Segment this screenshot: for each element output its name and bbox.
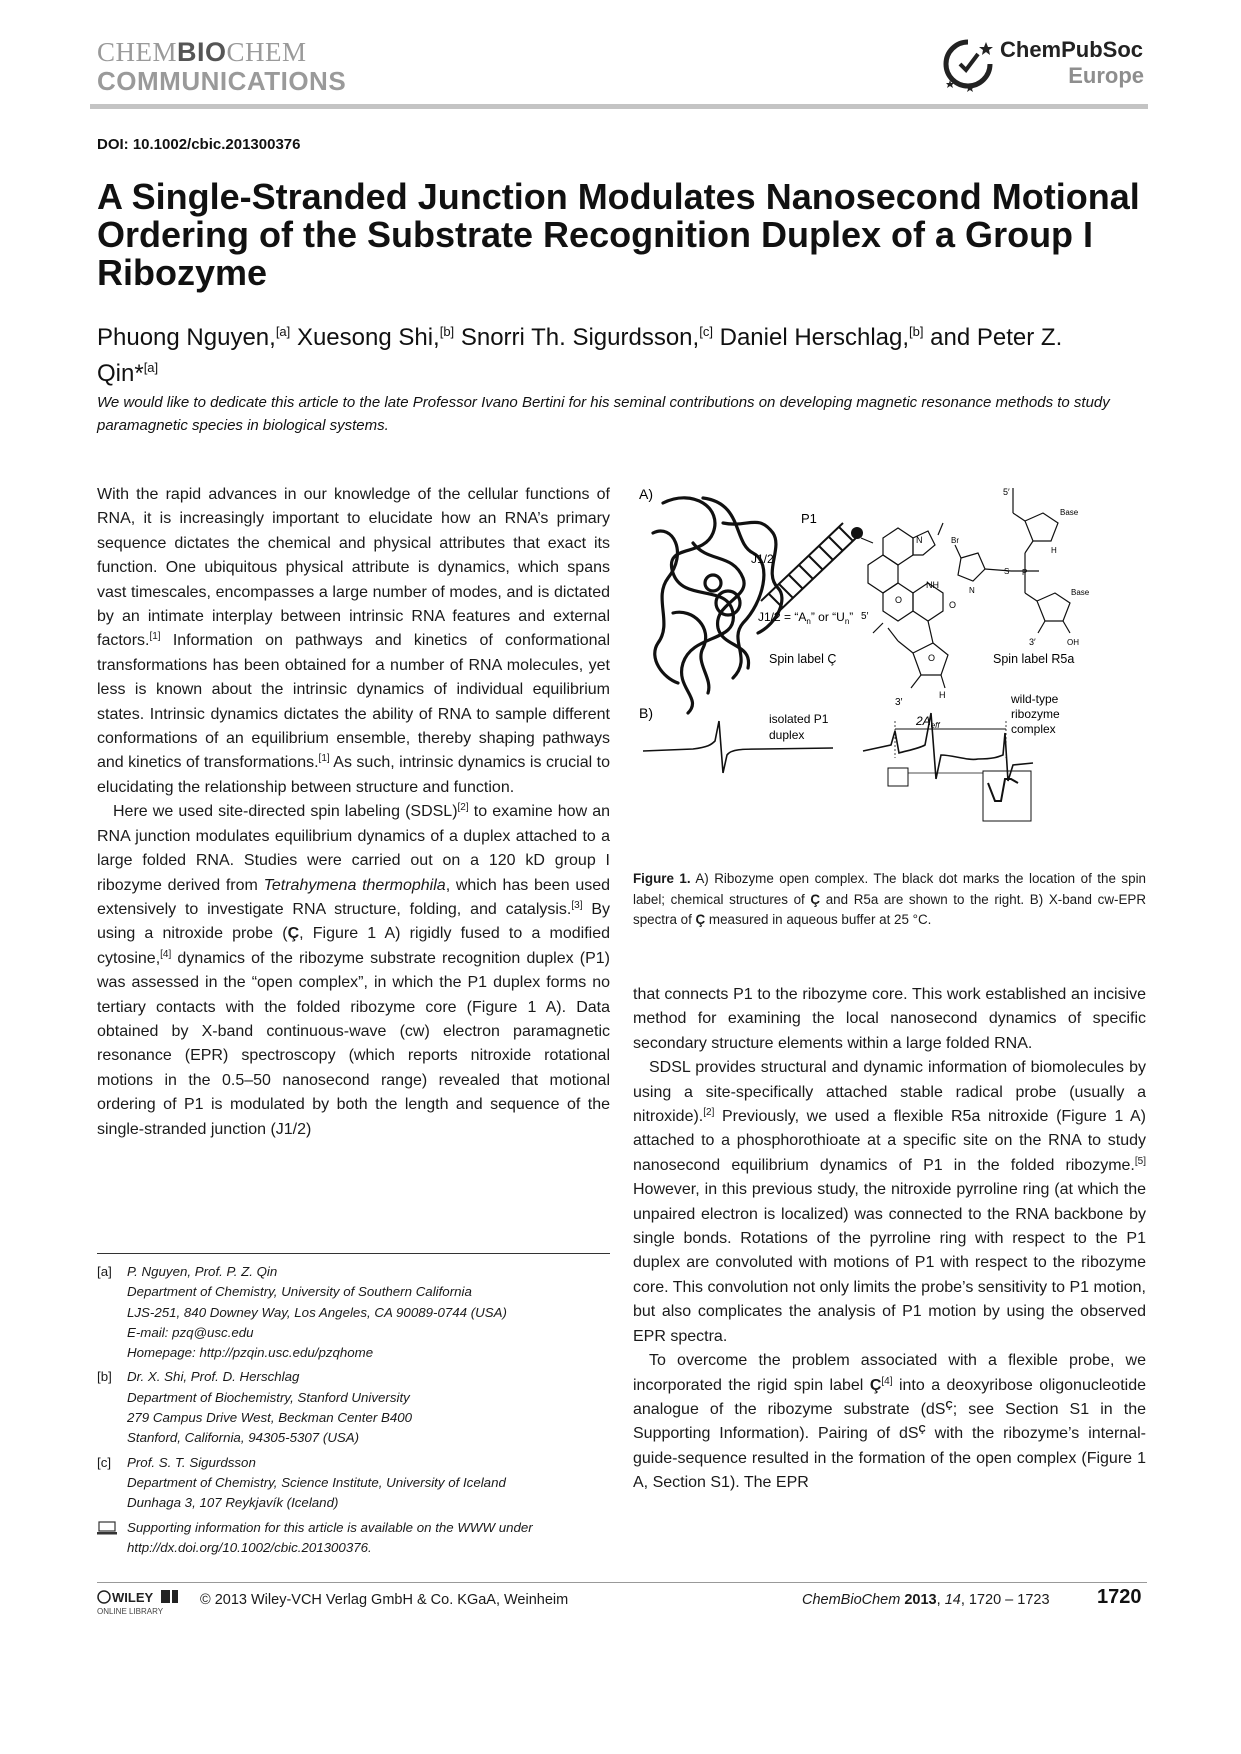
affiliation-a <box>97 1262 610 1363</box>
homepage-link[interactable]: Homepage: http://pzqin.usc.edu/pzqhome <box>127 1345 374 1361</box>
body-paragraph <box>633 1349 1146 1495</box>
doi: DOI: 10.1002/cbic.201300376 <box>97 136 301 153</box>
label-wildtype: wild-type <box>1011 692 1059 706</box>
author-list <box>97 317 1097 389</box>
journal-citation: ChemBioChem 2013, 14, 1720 – 1723 <box>802 1592 1050 1608</box>
atom-n: N <box>969 586 975 595</box>
atom-h: H <box>1051 546 1057 555</box>
journal-abbrev: ChemBioChem <box>802 1592 901 1608</box>
journal-bold: BIO <box>177 37 227 67</box>
body-paragraph: that connects P1 to the ribozyme core. This work established an incisive method for examining the local nanosecond dynamics of specific secondary structure elements within a large folded RNA. <box>633 986 1146 1052</box>
label-spin-r5a: Spin label R5a <box>993 652 1075 666</box>
body-text: , which has been used extensively to investigate RNA structure, folding, and catalysis. <box>97 876 611 918</box>
author-affiliation: [a] <box>275 324 291 339</box>
ribozyme-structure <box>653 498 782 713</box>
panel-a-label: A) <box>639 486 653 502</box>
footnote-line: 279 Campus Drive West, Beckman Center B400 <box>127 1410 413 1426</box>
footnote-line: Dunhaga 3, 107 Reykjavík (Iceland) <box>127 1495 339 1511</box>
label-p1: P1 <box>801 511 817 526</box>
organism-name: Tetrahymena thermophila <box>263 876 446 894</box>
label-j12: J1/2 <box>751 552 774 566</box>
label-3prime: 3′ <box>895 697 903 708</box>
caption-text: and R5a are shown to the right. B) X-band cw-EPR spectra of <box>633 891 1147 927</box>
spin-label-dot <box>851 527 863 539</box>
citation-ref[interactable]: [1] <box>149 631 161 643</box>
body-text: into a deoxyribose oligonucleotide analogue of the ribozyme substrate (dS <box>633 1376 1146 1418</box>
star-circle-icon <box>940 36 996 92</box>
wiley-sub-text: ONLINE LIBRARY <box>97 1607 164 1616</box>
label-spin-c: Spin label Ç <box>769 652 837 666</box>
dedication: We would like to dedicate this article to the late Professor Ivano Bertini for his seminal contributions on developing magnetic resonance methods to study paramagnetic species in biological systems. <box>97 394 1110 434</box>
wiley-emblem-icon <box>98 1591 110 1603</box>
footnote-line: Prof. S. T. Sigurdsson <box>127 1454 256 1470</box>
footnote-line: Stanford, California, 94305-5307 (USA) <box>127 1430 360 1446</box>
footnote-line: Department of Biochemistry, Stanford University <box>127 1389 410 1405</box>
affiliation-c <box>97 1453 610 1514</box>
panel-b-label: B) <box>639 705 653 721</box>
supporting-info-link[interactable]: http://dx.doi.org/10.1002/cbic.201300376. <box>127 1539 372 1555</box>
body-text: Previously, we used a flexible R5a nitroxide (Figure 1 A) attached to a phosphorothioate at a specific site on the RNA to study nanosecond equilibrium dynamics of P1 in the folded ribozyme. <box>633 1108 1146 1174</box>
body-text: With the rapid advances in our knowledge of the cellular functions of RNA, it is increasingly important to elucidate how an RNA’s primary sequence dictates the chemical and physical attributes that exact its function. One ubiquitous physical attribute is dynamics, which spans vast timescales, encompasses a large number of modes, and is dictated by an intimate interplay between intrinsic RNA features and external factors. <box>97 486 610 650</box>
citation-ref[interactable]: [4] <box>881 1375 893 1387</box>
spectrum-isolated-p1 <box>643 721 833 773</box>
copyright: © 2013 Wiley-VCH Verlag GmbH & Co. KGaA, Weinheim <box>200 1592 569 1608</box>
author-affiliation: [c] <box>699 324 713 339</box>
citation-volume: 14 <box>944 1592 961 1608</box>
atom-s: S <box>1004 567 1010 576</box>
spin-label-c-structure <box>861 523 948 688</box>
author-affiliation: [b] <box>909 324 924 339</box>
atom-o: O <box>949 600 957 610</box>
body-text: SDSL provides structural and dynamic information of biomolecules by using a site-specifically attached stable radical probe (usually a nitroxide). <box>633 1059 1146 1126</box>
body-text: To overcome the problem associated with a flexible probe, we incorporated the rigid spin label <box>633 1352 1146 1394</box>
footnote-line: Department of Chemistry, University of Southern California <box>127 1284 472 1300</box>
body-paragraph <box>633 1056 1146 1349</box>
superscript-label: Ç <box>945 1399 953 1411</box>
citation-ref[interactable]: [1] <box>318 753 330 765</box>
body-text: with the ribozyme’s internal-guide-sequence resulted in the formation of the open complex (Figure 1 A, Section S1). The EPR <box>633 1425 1147 1492</box>
citation-year: 2013 <box>904 1592 937 1608</box>
body-column-left <box>97 483 610 1142</box>
affiliation-footnotes <box>97 1262 610 1562</box>
citation-ref[interactable]: [2] <box>457 802 469 814</box>
atom-n: N <box>916 535 923 545</box>
email-link[interactable]: E-mail: pzq@usc.edu <box>127 1324 254 1340</box>
journal-prefix: CHEM <box>97 37 178 67</box>
author-name: Daniel Herschlag, <box>712 324 910 351</box>
affiliation-b <box>97 1367 610 1448</box>
chempubsoc-logo <box>940 36 1150 96</box>
atom-nh: NH <box>926 580 939 590</box>
citation-ref[interactable]: [2] <box>703 1107 715 1119</box>
header-rule <box>90 104 1148 109</box>
body-paragraph <box>97 800 610 1142</box>
superscript-label: Ç <box>918 1424 926 1436</box>
footnote-tag: [c] <box>97 1454 112 1470</box>
atom-o: O <box>928 653 936 663</box>
body-column-right <box>633 983 1146 1496</box>
spin-label-symbol: Ç <box>810 891 821 907</box>
footnote-line: LJS-251, 840 Downey Way, Los Angeles, CA 90089-0744 (USA) <box>127 1304 507 1320</box>
citation-ref[interactable]: [3] <box>571 899 583 911</box>
wiley-online-library-logo <box>97 1588 192 1618</box>
label-3prime: 3′ <box>1029 637 1036 647</box>
author-affiliation: [b] <box>439 324 455 339</box>
label-base: Base <box>1060 508 1079 517</box>
figure-caption <box>633 869 1146 931</box>
footnote-line: P. Nguyen, Prof. P. Z. Qin <box>127 1264 278 1279</box>
body-text: As such, intrinsic dynamics is crucial to elucidating the relationship between structure and function. <box>97 754 611 796</box>
label-duplex: duplex <box>769 728 805 742</box>
citation-ref[interactable]: [5] <box>1134 1155 1146 1167</box>
citation-pages: , 1720 – 1723 <box>960 1592 1050 1608</box>
spin-label-symbol: Ç <box>695 912 706 927</box>
footnote-rule <box>97 1253 610 1254</box>
footnote-line: Department of Chemistry, Science Institute, University of Iceland <box>127 1474 506 1490</box>
figure-1 <box>633 483 1148 858</box>
body-text: However, in this previous study, the nitroxide pyrroline ring (at which the unpaired electron is localized) was connected to the RNA backbone by single bonds. Rotations of the pyrroline ring with respect to the P1 duplex are convoluted with motions of P1 with respect to the ribozyme core. This convolution not only limits the probe’s sensitivity to P1 motion, but also complicates the analysis of P1 motion by using the observed EPR spectra. <box>633 1181 1146 1345</box>
computer-icon <box>97 1521 117 1535</box>
book-icon <box>161 1590 170 1603</box>
body-text: ; see Section S1 in the Supporting Information). Pairing of dS <box>633 1400 1146 1443</box>
figure-1-graphic <box>633 483 1148 858</box>
caption-text: measured in aqueous buffer at 25 °C. <box>705 912 932 927</box>
atom-oh: OH <box>1067 638 1079 647</box>
atom-o: O <box>895 595 903 605</box>
page-number: 1720 <box>1097 1586 1142 1608</box>
spin-label-r5a-structure <box>955 488 1070 633</box>
body-text: Information on pathways and kinetics of conformational transformations has been obtained for a number of RNA molecules, yet less is known about the intrinsic dynamics of individual equilibrium states. Intrinsic dynamics dictates the ability of RNA to sample different conformations of an equilibrium ensemble, thereby shaping pathways and kinetics of transformations. <box>97 632 610 772</box>
section-name: COMMUNICATIONS <box>97 66 347 96</box>
footer-rule <box>97 1582 1147 1583</box>
supporting-information <box>97 1518 610 1559</box>
caption-text: A) Ribozyme open complex. The black dot marks the location of the spin label; chemical structures of <box>633 871 1146 907</box>
author-name: and Peter Z. Qin* <box>97 324 1063 387</box>
author-affiliation: [a] <box>143 360 159 375</box>
body-text: to examine how an RNA junction modulates equilibrium dynamics of a duplex attached to a large folded RNA. Studies were carried out on a 120 kD group I ribozyme derived from <box>97 803 611 894</box>
caption-label: Figure 1. <box>633 871 691 886</box>
footnote-tag: [a] <box>97 1264 112 1279</box>
logo-text-europe: Europe <box>1068 63 1144 88</box>
journal-name <box>97 37 307 67</box>
author-name: Xuesong Shi, <box>290 324 440 351</box>
spin-label-symbol: Ç <box>287 925 300 943</box>
wiley-text: WILEY <box>112 1590 154 1605</box>
body-text: dynamics of the ribozyme substrate recognition duplex (P1) was assessed in the “open complex”, in which the P1 duplex forms no tertiary contacts with the folded ribozyme core (Figure 1 A). Data obtained by X-band continuous-wave (cw) electron paramagnetic resonance (EPR) spectroscopy (which reports nitroxide rotational motions in the 0.5–50 nanosecond range) revealed that motional ordering of P1 is modulated by both the length and sequence of the single-stranded junction (J1/2) <box>97 949 610 1138</box>
supporting-info-text: Supporting information for this article is available on the WWW under <box>127 1519 533 1535</box>
atom-p: P <box>1022 568 1028 577</box>
atom-br: Br <box>951 536 959 545</box>
label-ribozyme: ribozyme <box>1011 707 1060 721</box>
label-2aeff: $2A_{eff}$ <box>916 714 940 730</box>
logo-text-chempubsoc: ChemPubSoc <box>1000 37 1144 62</box>
footnote-tag: [b] <box>97 1369 112 1385</box>
citation-ref[interactable]: [4] <box>160 948 172 960</box>
zoom-box-small <box>888 768 908 786</box>
label-5prime: 5′ <box>1003 487 1010 497</box>
atom-h: H <box>939 690 946 700</box>
label-j12-definition: $J1/2 = “A_n$” or “$U_n$” <box>758 610 854 626</box>
label-5prime: 5′ <box>861 611 869 622</box>
body-text: , Figure 1 A) rigidly fused to a modified cytosine, <box>97 925 610 967</box>
spin-label-symbol: Ç <box>869 1376 882 1394</box>
label-base: Base <box>1071 588 1090 597</box>
label-complex: complex <box>1011 722 1056 736</box>
journal-suffix: CHEM <box>226 37 307 67</box>
article-title: A Single-Stranded Junction Modulates Nanosecond Motional Ordering of the Substrate Recognition Duplex of a Group I Ribozyme <box>97 176 1140 293</box>
footnote-line: Dr. X. Shi, Prof. D. Herschlag <box>127 1369 300 1385</box>
author-name: Snorri Th. Sigurdsson, <box>454 324 700 351</box>
body-text: Here we used site-directed spin labeling (SDSL) <box>113 803 458 821</box>
body-paragraph <box>97 483 610 800</box>
label-isolated-p1: isolated P1 <box>769 712 829 726</box>
author-name: Phuong Nguyen, <box>97 324 276 351</box>
body-text: By using a nitroxide probe ( <box>97 900 610 943</box>
